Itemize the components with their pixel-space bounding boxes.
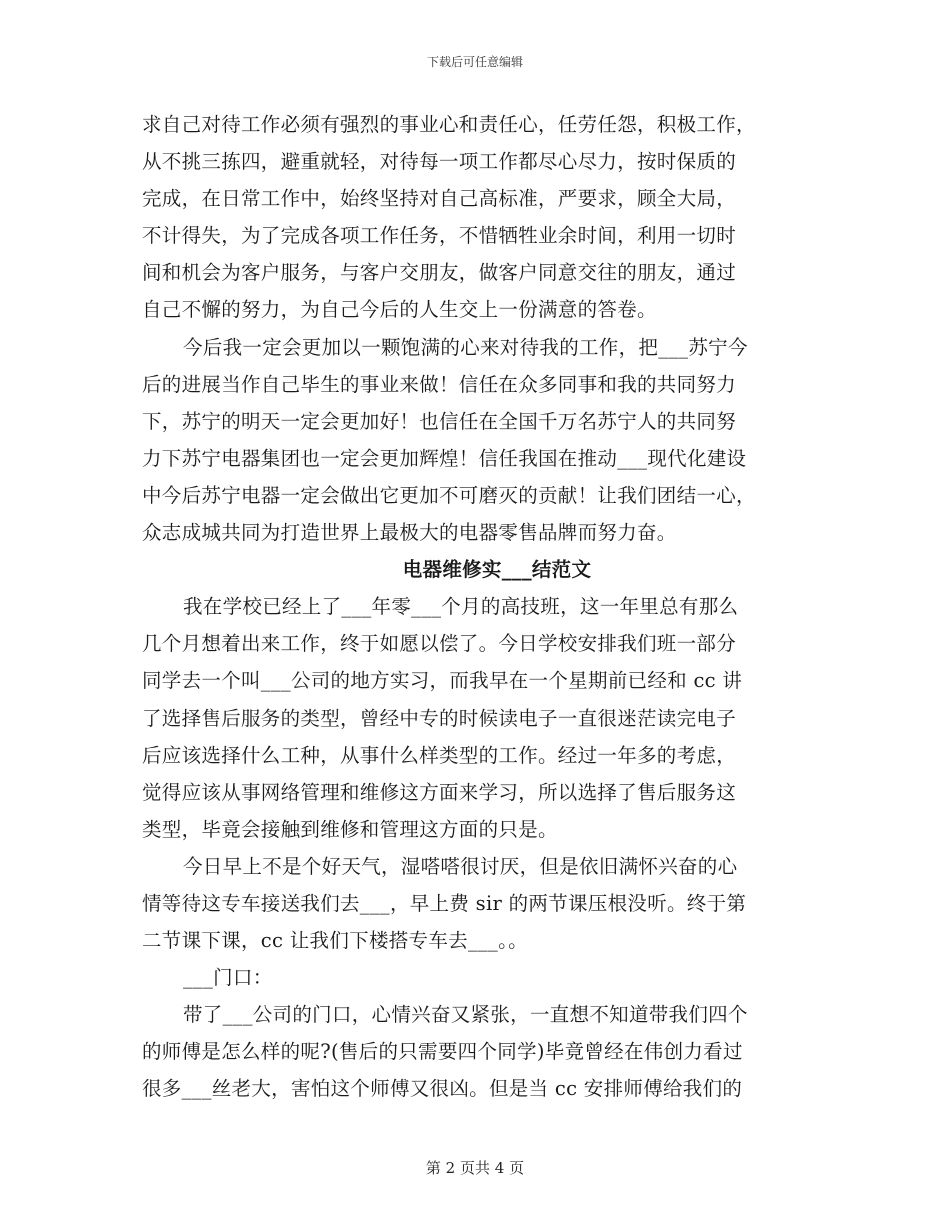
text-line: 几个月想着出来工作，终于如愿以偿了。今日学校安排我们班一部分 xyxy=(142,632,737,656)
text-line: 下，苏宁的明天一定会更加好！也信任在全国千万名苏宁人的共同努 xyxy=(142,409,737,433)
text-line: 力下苏宁电器集团也一定会更加辉煌！信任我国在推动___现代化建设 xyxy=(142,446,747,470)
paragraph-start-line: 今后我一定会更加以一颗饱满的心来对待我的工作，把___苏宁今 xyxy=(183,335,748,359)
text-line: 觉得应该从事网络管理和维修这方面来学习，所以选择了售后服务这 xyxy=(142,780,737,804)
text-line: 完成，在日常工作中，始终坚持对自己高标准，严要求，顾全大局， xyxy=(142,187,737,211)
text-line: 的师傅是怎么样的呢?(售后的只需要四个同学)毕竟曾经在伟创力看过 xyxy=(142,1040,743,1064)
text-line: 间和机会为客户服务，与客户交朋友，做客户同意交往的朋友，通过 xyxy=(142,261,737,285)
page-footer: 第 2 页共 4 页 xyxy=(425,1159,525,1177)
text-line: 同学去一个叫___公司的地方实习，而我早在一个星期前已经和 cc 讲 xyxy=(142,669,743,693)
text-line: 自己不懈的努力，为自己今后的人生交上一份满意的答卷。 xyxy=(142,298,657,322)
paragraph-start-line: 带了___公司的门口，心情兴奋又紧张，一直想不知道带我们四个 xyxy=(183,1003,748,1027)
text-line: 二节课下课，cc 让我们下楼搭专车去___。。 xyxy=(142,929,528,953)
text-line: 很多___丝老大，害怕这个师傅又很凶。但是当 cc 安排师傅给我们的 xyxy=(142,1077,743,1101)
paragraph-start-line: ___门口： xyxy=(183,966,273,990)
text-line: 后的进展当作自己毕生的事业来做！信任在众多同事和我的共同努力 xyxy=(142,372,737,396)
section-heading: 电器维修实___结范文 xyxy=(402,558,592,582)
text-line: 类型，毕竟会接触到维修和管理这方面的只是。 xyxy=(142,817,558,841)
text-line: 后应该选择什么工种，从事什么样类型的工作。经过一年多的考虑， xyxy=(142,743,737,767)
text-line: 众志成城共同为打造世界上最极大的电器零售品牌而努力奋。 xyxy=(142,521,677,545)
paragraph-start-line: 今日早上不是个好天气，湿嗒嗒很讨厌，但是依旧满怀兴奋的心 xyxy=(183,854,738,878)
document-body xyxy=(142,106,812,1108)
text-line: 情等待这专车接送我们去___，早上费 sir 的两节课压根没听。终于第 xyxy=(142,891,747,915)
text-line: 求自己对待工作必须有强烈的事业心和责任心，任劳任怨，积极工作， xyxy=(142,113,756,136)
text-line: 不计得失，为了完成各项工作任务，不惜牺牲业余时间，利用一切时 xyxy=(142,224,737,248)
page-header: 下载后可任意编辑 xyxy=(426,55,523,69)
text-line: 了选择售后服务的类型，曾经中专的时候读电子一直很迷茫读完电子 xyxy=(142,706,737,730)
text-line: 中今后苏宁电器一定会做出它更加不可磨灭的贡献！让我们团结一心， xyxy=(142,483,756,507)
paragraph-start-line: 我在学校已经上了___年零___个月的高技班，这一年里总有那么 xyxy=(183,595,739,619)
text-line: 从不挑三拣四，避重就轻，对待每一项工作都尽心尽力，按时保质的 xyxy=(142,150,737,174)
